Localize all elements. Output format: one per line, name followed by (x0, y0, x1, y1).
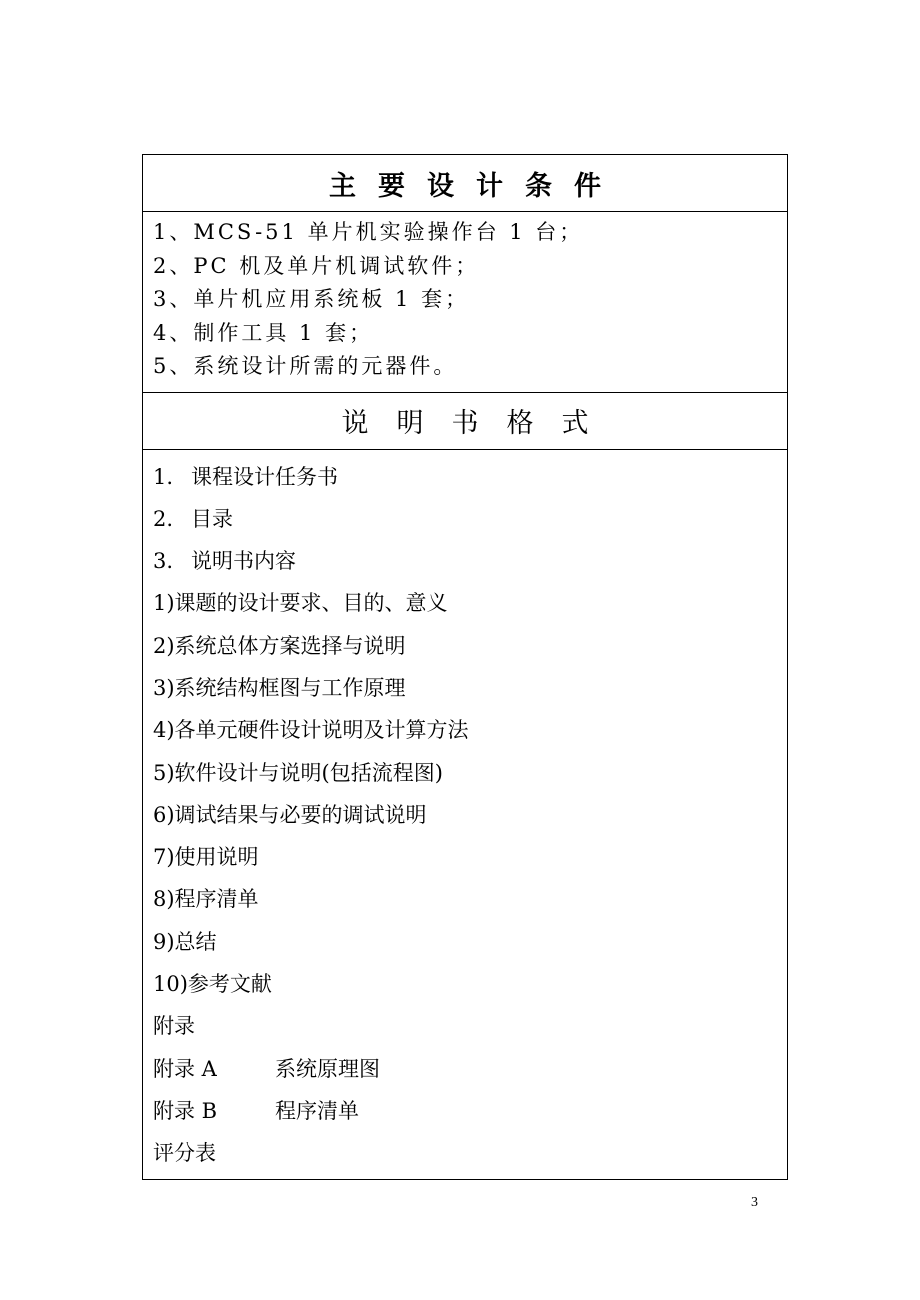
section-title-manual-format: 说明书格式 (341, 408, 617, 439)
sub-item: 1)课题的设计要求、目的、意义 (153, 591, 448, 616)
sub-item: 9)总结 (153, 929, 217, 954)
appendix-item (153, 1048, 787, 1090)
numbered-item (153, 498, 787, 540)
page-number: 3 (751, 1195, 758, 1210)
item-text: 目录 (191, 506, 233, 531)
condition-item: 1、MCS-51 单片机实验操作台 1 台； (153, 220, 584, 244)
numbered-item (153, 540, 787, 582)
manual-format-list (143, 450, 787, 1179)
section-title-design-conditions: 主要设计条件 (329, 170, 623, 202)
sub-item: 3)系统结构框图与工作原理 (153, 675, 406, 700)
condition-item: 5、系统设计所需的元器件。 (153, 354, 458, 378)
appendix-label: 附录 A (153, 1056, 217, 1081)
sub-item: 10)参考文献 (153, 972, 272, 997)
numbered-item (153, 456, 787, 498)
item-number: 2. (153, 506, 174, 531)
appendix-label: 附录 B (153, 1098, 218, 1123)
design-conditions-list (143, 212, 787, 392)
sub-item: 5)软件设计与说明(包括流程图) (153, 760, 443, 785)
sub-item: 8)程序清单 (153, 887, 259, 912)
document-table (142, 154, 788, 1180)
item-number: 3. (153, 549, 174, 574)
item-number: 1. (153, 464, 174, 489)
sub-item: 2)系统总体方案选择与说明 (153, 633, 406, 658)
scoring-sheet-item: 评分表 (153, 1141, 216, 1166)
sub-item: 6)调试结果与必要的调试说明 (153, 802, 427, 827)
condition-item: 4、制作工具 1 套； (153, 320, 374, 345)
appendix-item (153, 1090, 787, 1132)
appendix-text: 程序清单 (275, 1098, 359, 1123)
condition-item: 3、单片机应用系统板 1 套； (153, 287, 470, 311)
item-text: 课程设计任务书 (191, 464, 338, 489)
sub-item: 7)使用说明 (153, 845, 259, 870)
condition-item: 2、PC 机及单片机调试软件； (153, 253, 480, 278)
sub-item: 4)各单元硬件设计说明及计算方法 (153, 718, 469, 743)
appendix-text: 系统原理图 (275, 1056, 380, 1081)
item-text: 说明书内容 (191, 549, 296, 574)
appendix-heading: 附录 (153, 1014, 195, 1039)
